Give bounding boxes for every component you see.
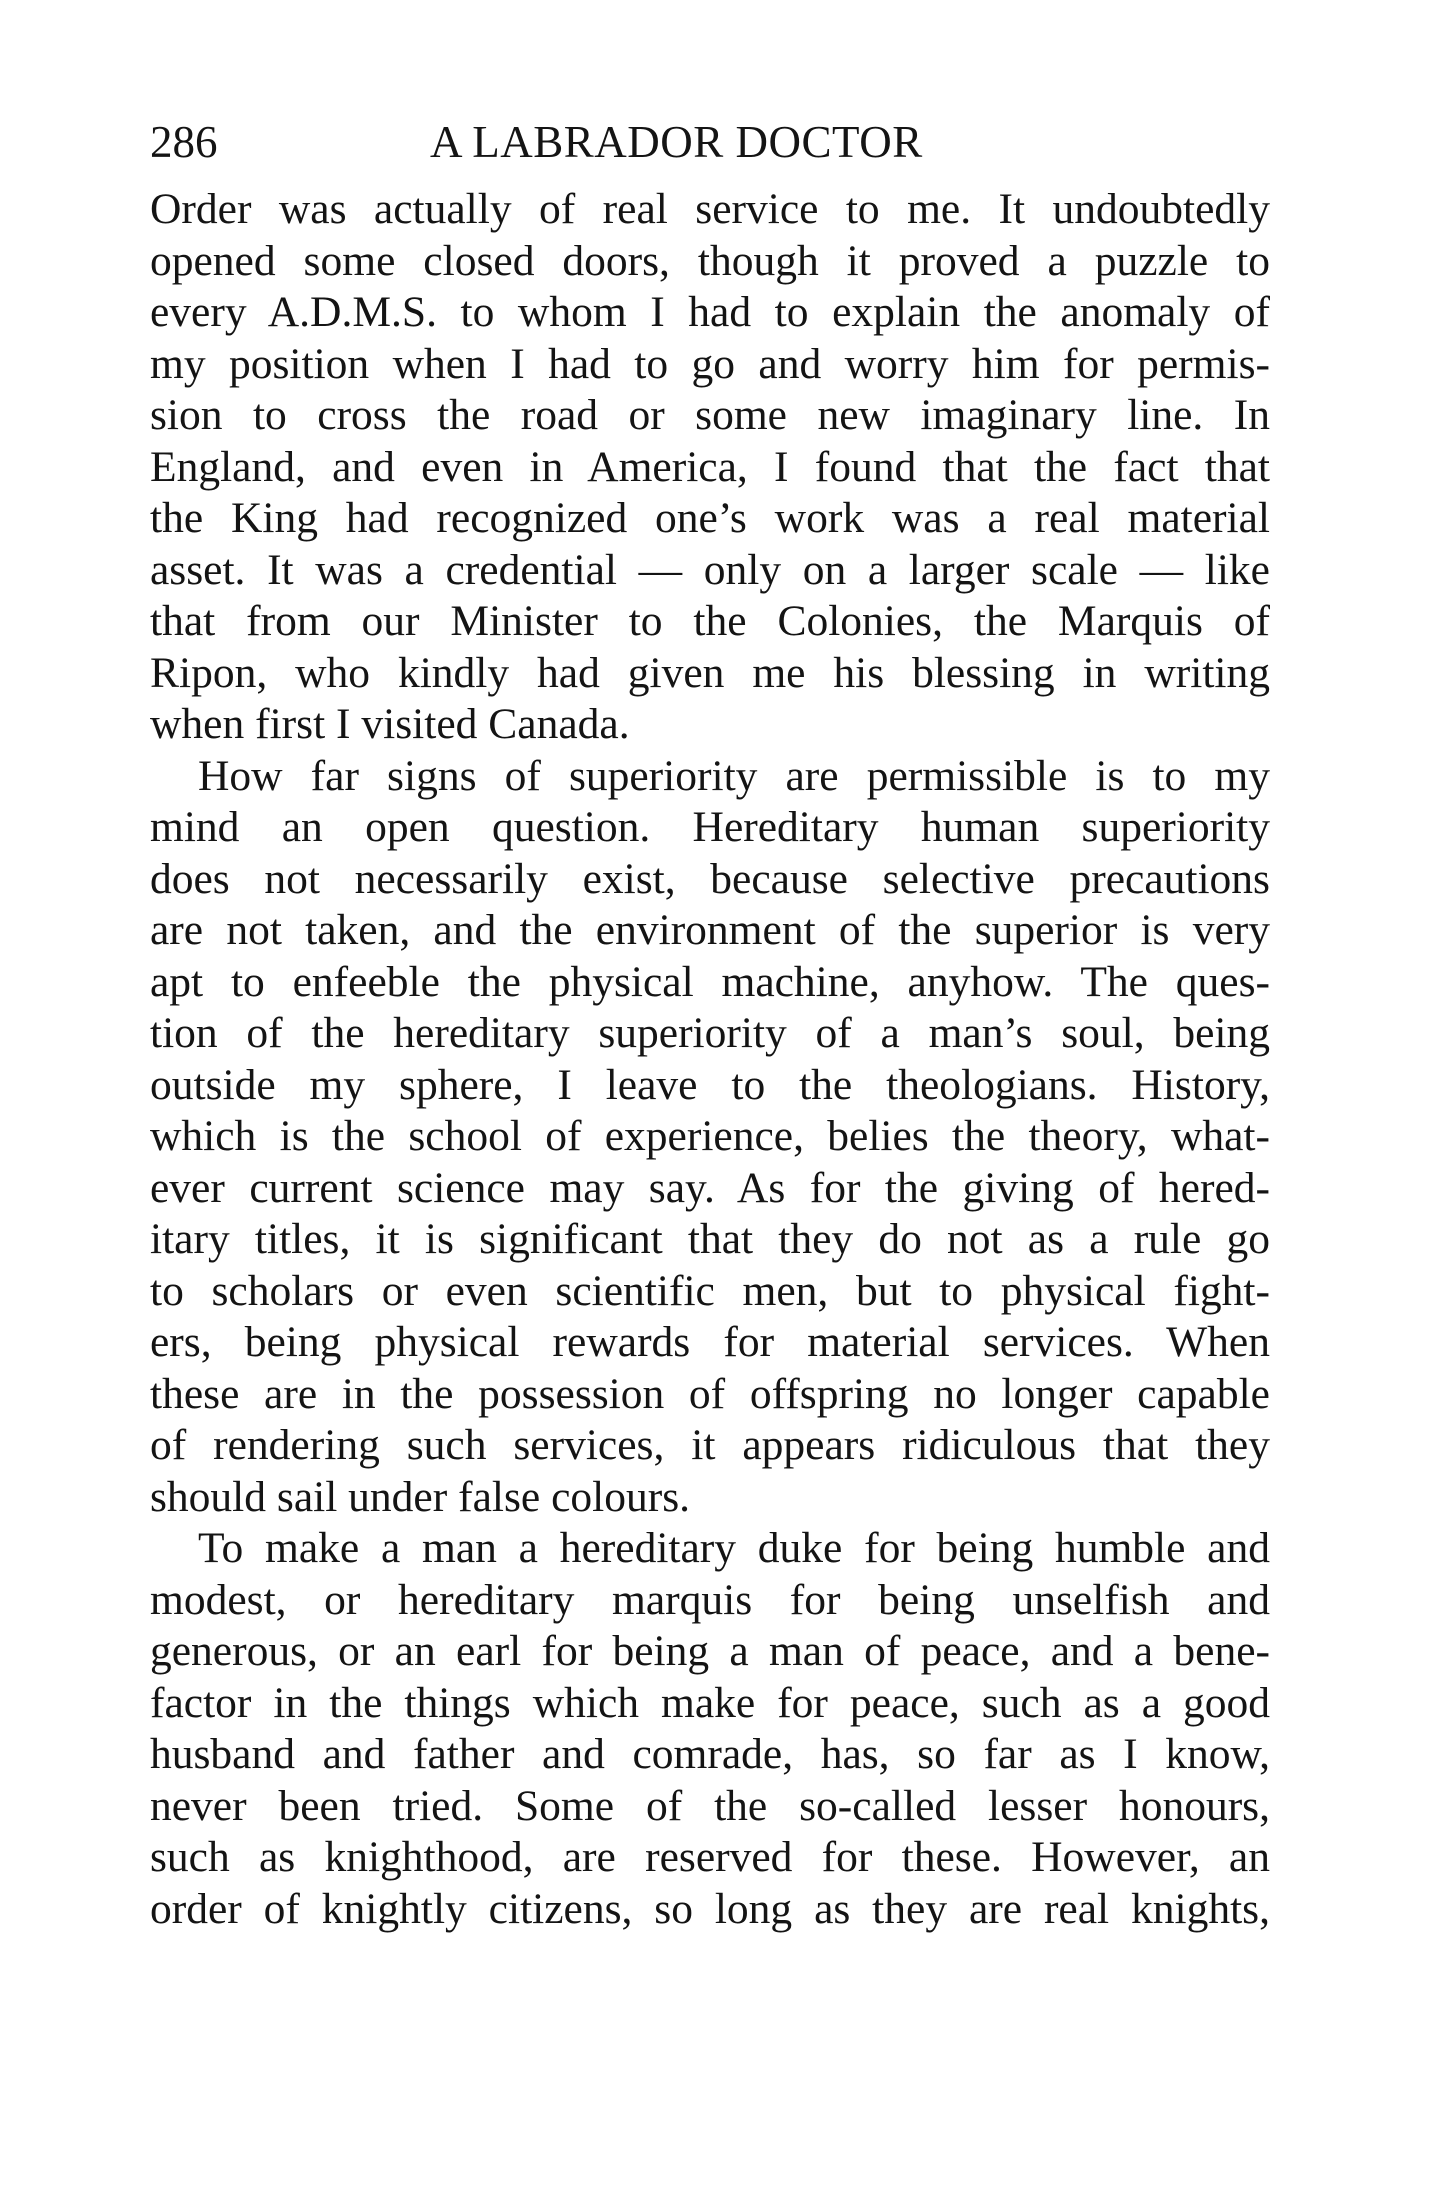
text-line: of rendering such services, it appears ridiculous that they <box>150 1421 1270 1469</box>
text-line: To make a man a hereditary duke for being humble and <box>198 1524 1270 1572</box>
text-line: my position when I had to go and worry him for permis- <box>150 339 1270 388</box>
body-text <box>150 184 1270 1935</box>
text-line: husband and father and comrade, has, so far as I know, <box>150 1730 1270 1778</box>
text-line: such as knighthood, are reserved for these. However, an <box>150 1833 1270 1881</box>
text-line: order of knightly citizens, so long as they are real knights, <box>150 1884 1270 1933</box>
text-line: Order was actually of real service to me. It undoubtedly <box>150 185 1270 233</box>
text-line: apt to enfeeble the physical machine, anyhow. The ques- <box>150 957 1270 1006</box>
text-line: should sail under false colours. <box>150 1472 691 1521</box>
text-line: factor in the things which make for peace, such as a good <box>150 1678 1270 1727</box>
text-line: to scholars or even scientific men, but to physical fight- <box>150 1266 1270 1315</box>
text-line: that from our Minister to the Colonies, the Marquis of <box>150 597 1270 645</box>
text-line: does not necessarily exist, because selective precautions <box>150 854 1270 903</box>
paragraph <box>150 751 1270 1524</box>
text-line: the King had recognized one’s work was a real material <box>150 494 1270 542</box>
text-line: when first I visited Canada. <box>150 700 630 748</box>
text-line: never been tried. Some of the so-called lesser honours, <box>150 1781 1270 1830</box>
text-line: ers, being physical rewards for material services. When <box>150 1318 1270 1366</box>
paragraph <box>150 1523 1270 1935</box>
book-page <box>150 112 1270 1935</box>
text-line: outside my sphere, I leave to the theologians. History, <box>150 1060 1270 1109</box>
text-line: sion to cross the road or some new imaginary line. In <box>150 391 1270 439</box>
text-line: mind an open question. Hereditary human superiority <box>150 803 1270 851</box>
page-number: 286 <box>150 117 218 167</box>
text-line: itary titles, it is significant that they do not as a rule go <box>150 1215 1270 1263</box>
text-line: opened some closed doors, though it proved a puzzle to <box>150 236 1270 285</box>
text-line: asset. It was a credential — only on a larger scale — like <box>150 545 1270 594</box>
text-line: tion of the hereditary superiority of a man’s soul, being <box>150 1009 1270 1057</box>
text-line: modest, or hereditary marquis for being unselfish and <box>150 1575 1270 1624</box>
text-line: these are in the possession of offspring no longer capable <box>150 1369 1270 1418</box>
text-line: How far signs of superiority are permissible is to my <box>198 751 1270 800</box>
text-line: are not taken, and the environment of the superior is very <box>150 906 1270 954</box>
text-line: generous, or an earl for being a man of peace, and a bene- <box>150 1627 1270 1675</box>
running-head <box>150 112 1270 172</box>
book-title: A LABRADOR DOCTOR <box>430 117 923 167</box>
text-line: which is the school of experience, belies the theory, what- <box>150 1112 1270 1160</box>
text-line: England, and even in America, I found that the fact that <box>150 442 1270 491</box>
text-line: every A.D.M.S. to whom I had to explain the anomaly of <box>150 288 1270 336</box>
text-line: Ripon, who kindly had given me his blessing in writing <box>150 648 1270 697</box>
text-line: ever current science may say. As for the giving of hered- <box>150 1163 1270 1212</box>
paragraph <box>150 184 1270 751</box>
